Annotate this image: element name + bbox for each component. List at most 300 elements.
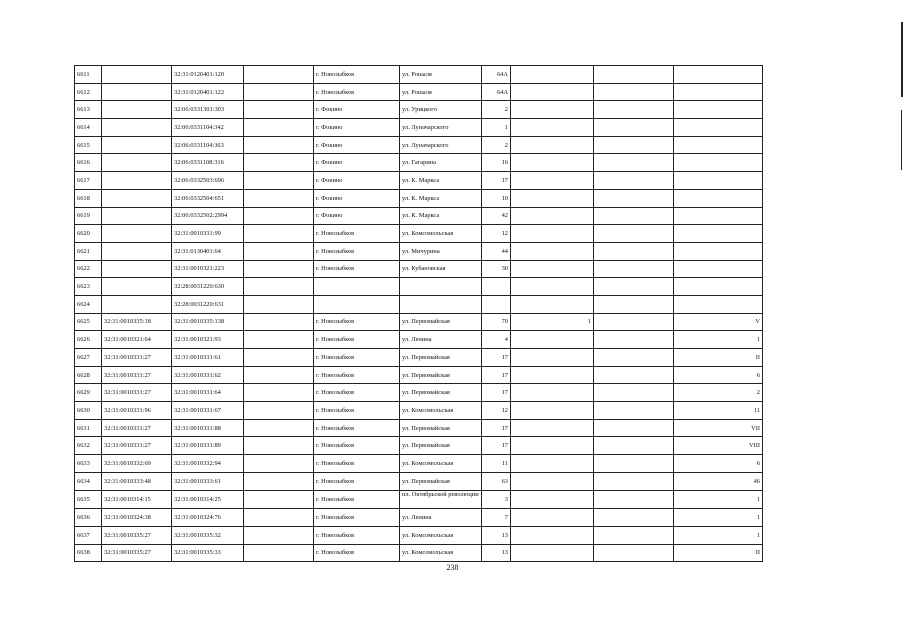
- cadastral-number-cell: 32:31:0120401:122: [172, 83, 244, 101]
- house-number-cell: 12: [482, 402, 511, 420]
- old-cadastral-number-cell: [102, 278, 172, 296]
- column-9-cell: [594, 419, 674, 437]
- table-row: [75, 384, 763, 402]
- column-9-cell: [594, 242, 674, 260]
- column-8-cell: [511, 349, 594, 367]
- column-8-cell: [511, 260, 594, 278]
- city-cell: г. Фокино: [314, 136, 400, 154]
- table-row: [75, 242, 763, 260]
- column-9-cell: [594, 331, 674, 349]
- city-cell: г. Новозыбков: [314, 472, 400, 490]
- street-cell: ул. Рошаля: [400, 83, 482, 101]
- row-number-cell: 6635: [75, 490, 102, 509]
- column-9-cell: [594, 455, 674, 473]
- house-number-cell: 11: [482, 455, 511, 473]
- city-cell: г. Новозыбков: [314, 509, 400, 527]
- row-number-cell: 6634: [75, 472, 102, 490]
- blank-cell: [244, 172, 314, 190]
- table-body: [75, 66, 763, 562]
- apartment-cell: [674, 83, 763, 101]
- city-cell: г. Новозыбков: [314, 260, 400, 278]
- apartment-cell: [674, 260, 763, 278]
- blank-cell: [244, 472, 314, 490]
- row-number-cell: 6621: [75, 242, 102, 260]
- old-cadastral-number-cell: [102, 242, 172, 260]
- cadastral-number-cell: 32:31:0120401:120: [172, 66, 244, 84]
- city-cell: г. Новозыбков: [314, 490, 400, 509]
- column-8-cell: [511, 526, 594, 544]
- column-8-cell: [511, 419, 594, 437]
- table-row: [75, 83, 763, 101]
- city-cell: г. Новозыбков: [314, 331, 400, 349]
- row-number-cell: 6638: [75, 544, 102, 562]
- street-cell: ул. Ленина: [400, 331, 482, 349]
- street-cell: ул. Рошаля: [400, 66, 482, 84]
- table-row: [75, 366, 763, 384]
- apartment-cell: 2: [674, 384, 763, 402]
- row-number-cell: 6613: [75, 101, 102, 119]
- blank-cell: [244, 526, 314, 544]
- street-cell: ул. Первомайская: [400, 419, 482, 437]
- row-number-cell: 6615: [75, 136, 102, 154]
- old-cadastral-number-cell: [102, 119, 172, 137]
- column-9-cell: [594, 313, 674, 331]
- street-cell: ул. Комсомольская: [400, 402, 482, 420]
- table-row: [75, 207, 763, 225]
- house-number-cell: 17: [482, 172, 511, 190]
- margin-line: [901, 22, 903, 97]
- old-cadastral-number-cell: 32:31:0010332:69: [102, 455, 172, 473]
- house-number-cell: 17: [482, 419, 511, 437]
- blank-cell: [244, 366, 314, 384]
- column-8-cell: [511, 278, 594, 296]
- apartment-cell: 6: [674, 455, 763, 473]
- column-8-cell: [511, 242, 594, 260]
- street-cell: ул. Комсомольская: [400, 455, 482, 473]
- city-cell: г. Новозыбков: [314, 349, 400, 367]
- cadastral-number-cell: 32:31:0010331:99: [172, 225, 244, 243]
- row-number-cell: 6628: [75, 366, 102, 384]
- column-9-cell: [594, 260, 674, 278]
- column-8-cell: [511, 472, 594, 490]
- cadastral-number-cell: 32:31:0010331:67: [172, 402, 244, 420]
- blank-cell: [244, 402, 314, 420]
- city-cell: г. Фокино: [314, 154, 400, 172]
- house-number-cell: 44: [482, 242, 511, 260]
- street-cell: [400, 278, 482, 296]
- table-row: [75, 437, 763, 455]
- cadastral-number-cell: 32:06:0332502:2994: [172, 207, 244, 225]
- cadastral-number-cell: 32:31:0130401:64: [172, 242, 244, 260]
- house-number-cell: 12: [482, 225, 511, 243]
- cadastral-number-cell: 32:31:0010333:61: [172, 472, 244, 490]
- house-number-cell: 63: [482, 472, 511, 490]
- old-cadastral-number-cell: 32:31:0010331:27: [102, 366, 172, 384]
- cadastral-number-cell: 32:06:0332503:696: [172, 172, 244, 190]
- column-9-cell: [594, 83, 674, 101]
- apartment-cell: [674, 207, 763, 225]
- column-8-cell: [511, 331, 594, 349]
- apartment-cell: [674, 172, 763, 190]
- street-cell: ул. Комсомольская: [400, 225, 482, 243]
- blank-cell: [244, 313, 314, 331]
- city-cell: г. Фокино: [314, 101, 400, 119]
- cadastral-number-cell: 32:28:0031220:630: [172, 278, 244, 296]
- apartment-cell: [674, 242, 763, 260]
- apartment-cell: VII: [674, 419, 763, 437]
- column-8-cell: [511, 207, 594, 225]
- city-cell: г. Новозыбков: [314, 384, 400, 402]
- row-number-cell: 6625: [75, 313, 102, 331]
- cadastral-number-cell: 32:28:0031220:631: [172, 295, 244, 313]
- column-9-cell: [594, 119, 674, 137]
- table-row: [75, 490, 763, 509]
- old-cadastral-number-cell: 32:31:0010314:15: [102, 490, 172, 509]
- house-number-cell: 70: [482, 313, 511, 331]
- old-cadastral-number-cell: 32:31:0010331:27: [102, 437, 172, 455]
- apartment-cell: II: [674, 544, 763, 562]
- old-cadastral-number-cell: [102, 260, 172, 278]
- column-8-cell: 1: [511, 313, 594, 331]
- city-cell: [314, 295, 400, 313]
- table-row: [75, 189, 763, 207]
- house-number-cell: 4: [482, 331, 511, 349]
- apartment-cell: [674, 136, 763, 154]
- column-9-cell: [594, 509, 674, 527]
- column-8-cell: [511, 154, 594, 172]
- page-number: 238: [446, 563, 459, 572]
- blank-cell: [244, 419, 314, 437]
- column-9-cell: [594, 66, 674, 84]
- row-number-cell: 6633: [75, 455, 102, 473]
- row-number-cell: 6627: [75, 349, 102, 367]
- column-9-cell: [594, 526, 674, 544]
- old-cadastral-number-cell: 32:31:0010333:48: [102, 472, 172, 490]
- cadastral-number-cell: 32:31:0010331:62: [172, 366, 244, 384]
- old-cadastral-number-cell: [102, 225, 172, 243]
- street-cell: ул. Ленина: [400, 509, 482, 527]
- row-number-cell: 6636: [75, 509, 102, 527]
- row-number-cell: 6620: [75, 225, 102, 243]
- blank-cell: [244, 101, 314, 119]
- column-9-cell: [594, 225, 674, 243]
- table-row: [75, 472, 763, 490]
- column-9-cell: [594, 366, 674, 384]
- house-number-cell: 30: [482, 260, 511, 278]
- cadastral-number-cell: 32:31:0010335:33: [172, 544, 244, 562]
- blank-cell: [244, 66, 314, 84]
- column-9-cell: [594, 490, 674, 509]
- house-number-cell: 17: [482, 437, 511, 455]
- apartment-cell: 46: [674, 472, 763, 490]
- row-number-cell: 6617: [75, 172, 102, 190]
- table-row: [75, 101, 763, 119]
- blank-cell: [244, 349, 314, 367]
- property-register-table: [74, 65, 763, 562]
- row-number-cell: 6637: [75, 526, 102, 544]
- old-cadastral-number-cell: 32:31:0010331:27: [102, 349, 172, 367]
- column-9-cell: [594, 172, 674, 190]
- street-cell: ул. Луначарского: [400, 136, 482, 154]
- street-cell: ул. Первомайская: [400, 349, 482, 367]
- column-9-cell: [594, 136, 674, 154]
- row-number-cell: 6624: [75, 295, 102, 313]
- table-row: [75, 455, 763, 473]
- cadastral-number-cell: 32:31:0010331:64: [172, 384, 244, 402]
- old-cadastral-number-cell: [102, 154, 172, 172]
- street-cell: ул. Гагарина: [400, 154, 482, 172]
- old-cadastral-number-cell: 32:31:0010335:27: [102, 544, 172, 562]
- street-cell: ул. Комсомольская: [400, 544, 482, 562]
- city-cell: г. Новозыбков: [314, 66, 400, 84]
- street-cell: ул. К. Маркса: [400, 189, 482, 207]
- table-row: [75, 260, 763, 278]
- column-8-cell: [511, 136, 594, 154]
- cadastral-number-cell: 32:06:0332504:651: [172, 189, 244, 207]
- blank-cell: [244, 509, 314, 527]
- column-8-cell: [511, 402, 594, 420]
- table-row: [75, 295, 763, 313]
- apartment-cell: 1: [674, 509, 763, 527]
- cadastral-number-cell: 32:31:0010321:223: [172, 260, 244, 278]
- cadastral-number-cell: 32:06:0331301:303: [172, 101, 244, 119]
- house-number-cell: 64А: [482, 83, 511, 101]
- house-number-cell: 17: [482, 349, 511, 367]
- street-cell: ул. Первомайская: [400, 384, 482, 402]
- table-row: [75, 526, 763, 544]
- apartment-cell: [674, 189, 763, 207]
- cadastral-number-cell: 32:31:0010331:61: [172, 349, 244, 367]
- column-9-cell: [594, 472, 674, 490]
- blank-cell: [244, 455, 314, 473]
- column-8-cell: [511, 189, 594, 207]
- blank-cell: [244, 260, 314, 278]
- city-cell: г. Новозыбков: [314, 455, 400, 473]
- house-number-cell: 42: [482, 207, 511, 225]
- blank-cell: [244, 544, 314, 562]
- cadastral-number-cell: 32:31:0010314:25: [172, 490, 244, 509]
- street-cell: ул. Мичурина: [400, 242, 482, 260]
- apartment-cell: [674, 119, 763, 137]
- house-number-cell: 2: [482, 136, 511, 154]
- row-number-cell: 6616: [75, 154, 102, 172]
- blank-cell: [244, 490, 314, 509]
- column-9-cell: [594, 154, 674, 172]
- cadastral-number-cell: 32:31:0010324:76: [172, 509, 244, 527]
- row-number-cell: 6614: [75, 119, 102, 137]
- column-9-cell: [594, 101, 674, 119]
- apartment-cell: 6: [674, 366, 763, 384]
- blank-cell: [244, 437, 314, 455]
- old-cadastral-number-cell: 32:31:0010331:27: [102, 384, 172, 402]
- blank-cell: [244, 83, 314, 101]
- city-cell: г. Новозыбков: [314, 242, 400, 260]
- street-cell: ул. К. Маркса: [400, 172, 482, 190]
- table-row: [75, 66, 763, 84]
- house-number-cell: 1: [482, 119, 511, 137]
- cadastral-number-cell: 32:31:0010331:88: [172, 419, 244, 437]
- column-8-cell: [511, 225, 594, 243]
- old-cadastral-number-cell: [102, 83, 172, 101]
- street-cell: [400, 295, 482, 313]
- city-cell: [314, 278, 400, 296]
- row-number-cell: 6618: [75, 189, 102, 207]
- cadastral-number-cell: 32:06:0331104:342: [172, 119, 244, 137]
- apartment-cell: [674, 66, 763, 84]
- column-8-cell: [511, 490, 594, 509]
- old-cadastral-number-cell: 32:31:0010335:18: [102, 313, 172, 331]
- table-row: [75, 154, 763, 172]
- table-row: [75, 331, 763, 349]
- column-8-cell: [511, 437, 594, 455]
- street-cell: ул. Первомайская: [400, 366, 482, 384]
- column-8-cell: [511, 455, 594, 473]
- column-9-cell: [594, 349, 674, 367]
- city-cell: г. Новозыбков: [314, 313, 400, 331]
- apartment-cell: 11: [674, 402, 763, 420]
- house-number-cell: 13: [482, 544, 511, 562]
- row-number-cell: 6619: [75, 207, 102, 225]
- column-8-cell: [511, 295, 594, 313]
- apartment-cell: 1: [674, 490, 763, 509]
- column-8-cell: [511, 384, 594, 402]
- street-cell: ул. К. Маркса: [400, 207, 482, 225]
- city-cell: г. Новозыбков: [314, 366, 400, 384]
- street-cell: ул. Урицкого: [400, 101, 482, 119]
- old-cadastral-number-cell: 32:31:0010331:96: [102, 402, 172, 420]
- column-8-cell: [511, 66, 594, 84]
- city-cell: г. Фокино: [314, 189, 400, 207]
- street-cell: ул. Первомайская: [400, 472, 482, 490]
- house-number-cell: 10: [482, 189, 511, 207]
- blank-cell: [244, 189, 314, 207]
- apartment-cell: [674, 295, 763, 313]
- city-cell: г. Новозыбков: [314, 544, 400, 562]
- cadastral-number-cell: 32:06:0331108:316: [172, 154, 244, 172]
- column-9-cell: [594, 207, 674, 225]
- column-8-cell: [511, 366, 594, 384]
- table-row: [75, 225, 763, 243]
- street-cell: ул. Первомайская: [400, 313, 482, 331]
- blank-cell: [244, 384, 314, 402]
- blank-cell: [244, 136, 314, 154]
- cadastral-number-cell: 32:31:0010335:138: [172, 313, 244, 331]
- apartment-cell: 1: [674, 331, 763, 349]
- old-cadastral-number-cell: [102, 101, 172, 119]
- table-row: [75, 419, 763, 437]
- column-8-cell: [511, 172, 594, 190]
- street-cell: ул. Кубановская: [400, 260, 482, 278]
- house-number-cell: 16: [482, 154, 511, 172]
- old-cadastral-number-cell: [102, 172, 172, 190]
- blank-cell: [244, 225, 314, 243]
- column-9-cell: [594, 437, 674, 455]
- blank-cell: [244, 331, 314, 349]
- house-number-cell: [482, 295, 511, 313]
- cadastral-number-cell: 32:31:0010331:89: [172, 437, 244, 455]
- table-row: [75, 313, 763, 331]
- cadastral-number-cell: 32:06:0331104:363: [172, 136, 244, 154]
- apartment-cell: II: [674, 349, 763, 367]
- margin-line: [901, 110, 902, 170]
- table-row: [75, 402, 763, 420]
- row-number-cell: 6629: [75, 384, 102, 402]
- column-9-cell: [594, 278, 674, 296]
- old-cadastral-number-cell: [102, 207, 172, 225]
- old-cadastral-number-cell: [102, 136, 172, 154]
- city-cell: г. Новозыбков: [314, 225, 400, 243]
- city-cell: г. Новозыбков: [314, 526, 400, 544]
- blank-cell: [244, 119, 314, 137]
- cadastral-number-cell: 32:31:0010335:32: [172, 526, 244, 544]
- house-number-cell: 7: [482, 509, 511, 527]
- row-number-cell: 6612: [75, 83, 102, 101]
- blank-cell: [244, 154, 314, 172]
- city-cell: г. Новозыбков: [314, 437, 400, 455]
- apartment-cell: V: [674, 313, 763, 331]
- table-row: [75, 349, 763, 367]
- house-number-cell: 17: [482, 366, 511, 384]
- table-row: [75, 509, 763, 527]
- blank-cell: [244, 295, 314, 313]
- old-cadastral-number-cell: 32:31:0010335:27: [102, 526, 172, 544]
- row-number-cell: 6623: [75, 278, 102, 296]
- cadastral-number-cell: 32:31:0010332:94: [172, 455, 244, 473]
- table-row: [75, 136, 763, 154]
- house-number-cell: 13: [482, 526, 511, 544]
- column-8-cell: [511, 544, 594, 562]
- row-number-cell: 6631: [75, 419, 102, 437]
- cadastral-number-cell: 32:31:0010321:93: [172, 331, 244, 349]
- old-cadastral-number-cell: 32:31:0010324:38: [102, 509, 172, 527]
- city-cell: г. Фокино: [314, 119, 400, 137]
- blank-cell: [244, 242, 314, 260]
- blank-cell: [244, 278, 314, 296]
- old-cadastral-number-cell: 32:31:0010331:27: [102, 419, 172, 437]
- city-cell: г. Фокино: [314, 172, 400, 190]
- column-9-cell: [594, 402, 674, 420]
- column-9-cell: [594, 544, 674, 562]
- row-number-cell: 6626: [75, 331, 102, 349]
- street-cell: ул. Луначарского: [400, 119, 482, 137]
- city-cell: г. Фокино: [314, 207, 400, 225]
- table-row: [75, 544, 763, 562]
- house-number-cell: [482, 278, 511, 296]
- table-row: [75, 119, 763, 137]
- table-row: [75, 278, 763, 296]
- street-cell: ул. Комсомольская: [400, 526, 482, 544]
- apartment-cell: VIII: [674, 437, 763, 455]
- house-number-cell: 3: [482, 490, 511, 509]
- row-number-cell: 6632: [75, 437, 102, 455]
- city-cell: г. Новозыбков: [314, 419, 400, 437]
- city-cell: г. Новозыбков: [314, 402, 400, 420]
- apartment-cell: [674, 154, 763, 172]
- house-number-cell: 64А: [482, 66, 511, 84]
- street-cell: пл. Октябрьской революции: [400, 490, 482, 509]
- column-9-cell: [594, 189, 674, 207]
- apartment-cell: [674, 101, 763, 119]
- row-number-cell: 6630: [75, 402, 102, 420]
- apartment-cell: 1: [674, 526, 763, 544]
- column-8-cell: [511, 101, 594, 119]
- house-number-cell: 17: [482, 384, 511, 402]
- old-cadastral-number-cell: [102, 189, 172, 207]
- column-8-cell: [511, 83, 594, 101]
- old-cadastral-number-cell: [102, 66, 172, 84]
- old-cadastral-number-cell: 32:31:0010321:64: [102, 331, 172, 349]
- apartment-cell: [674, 225, 763, 243]
